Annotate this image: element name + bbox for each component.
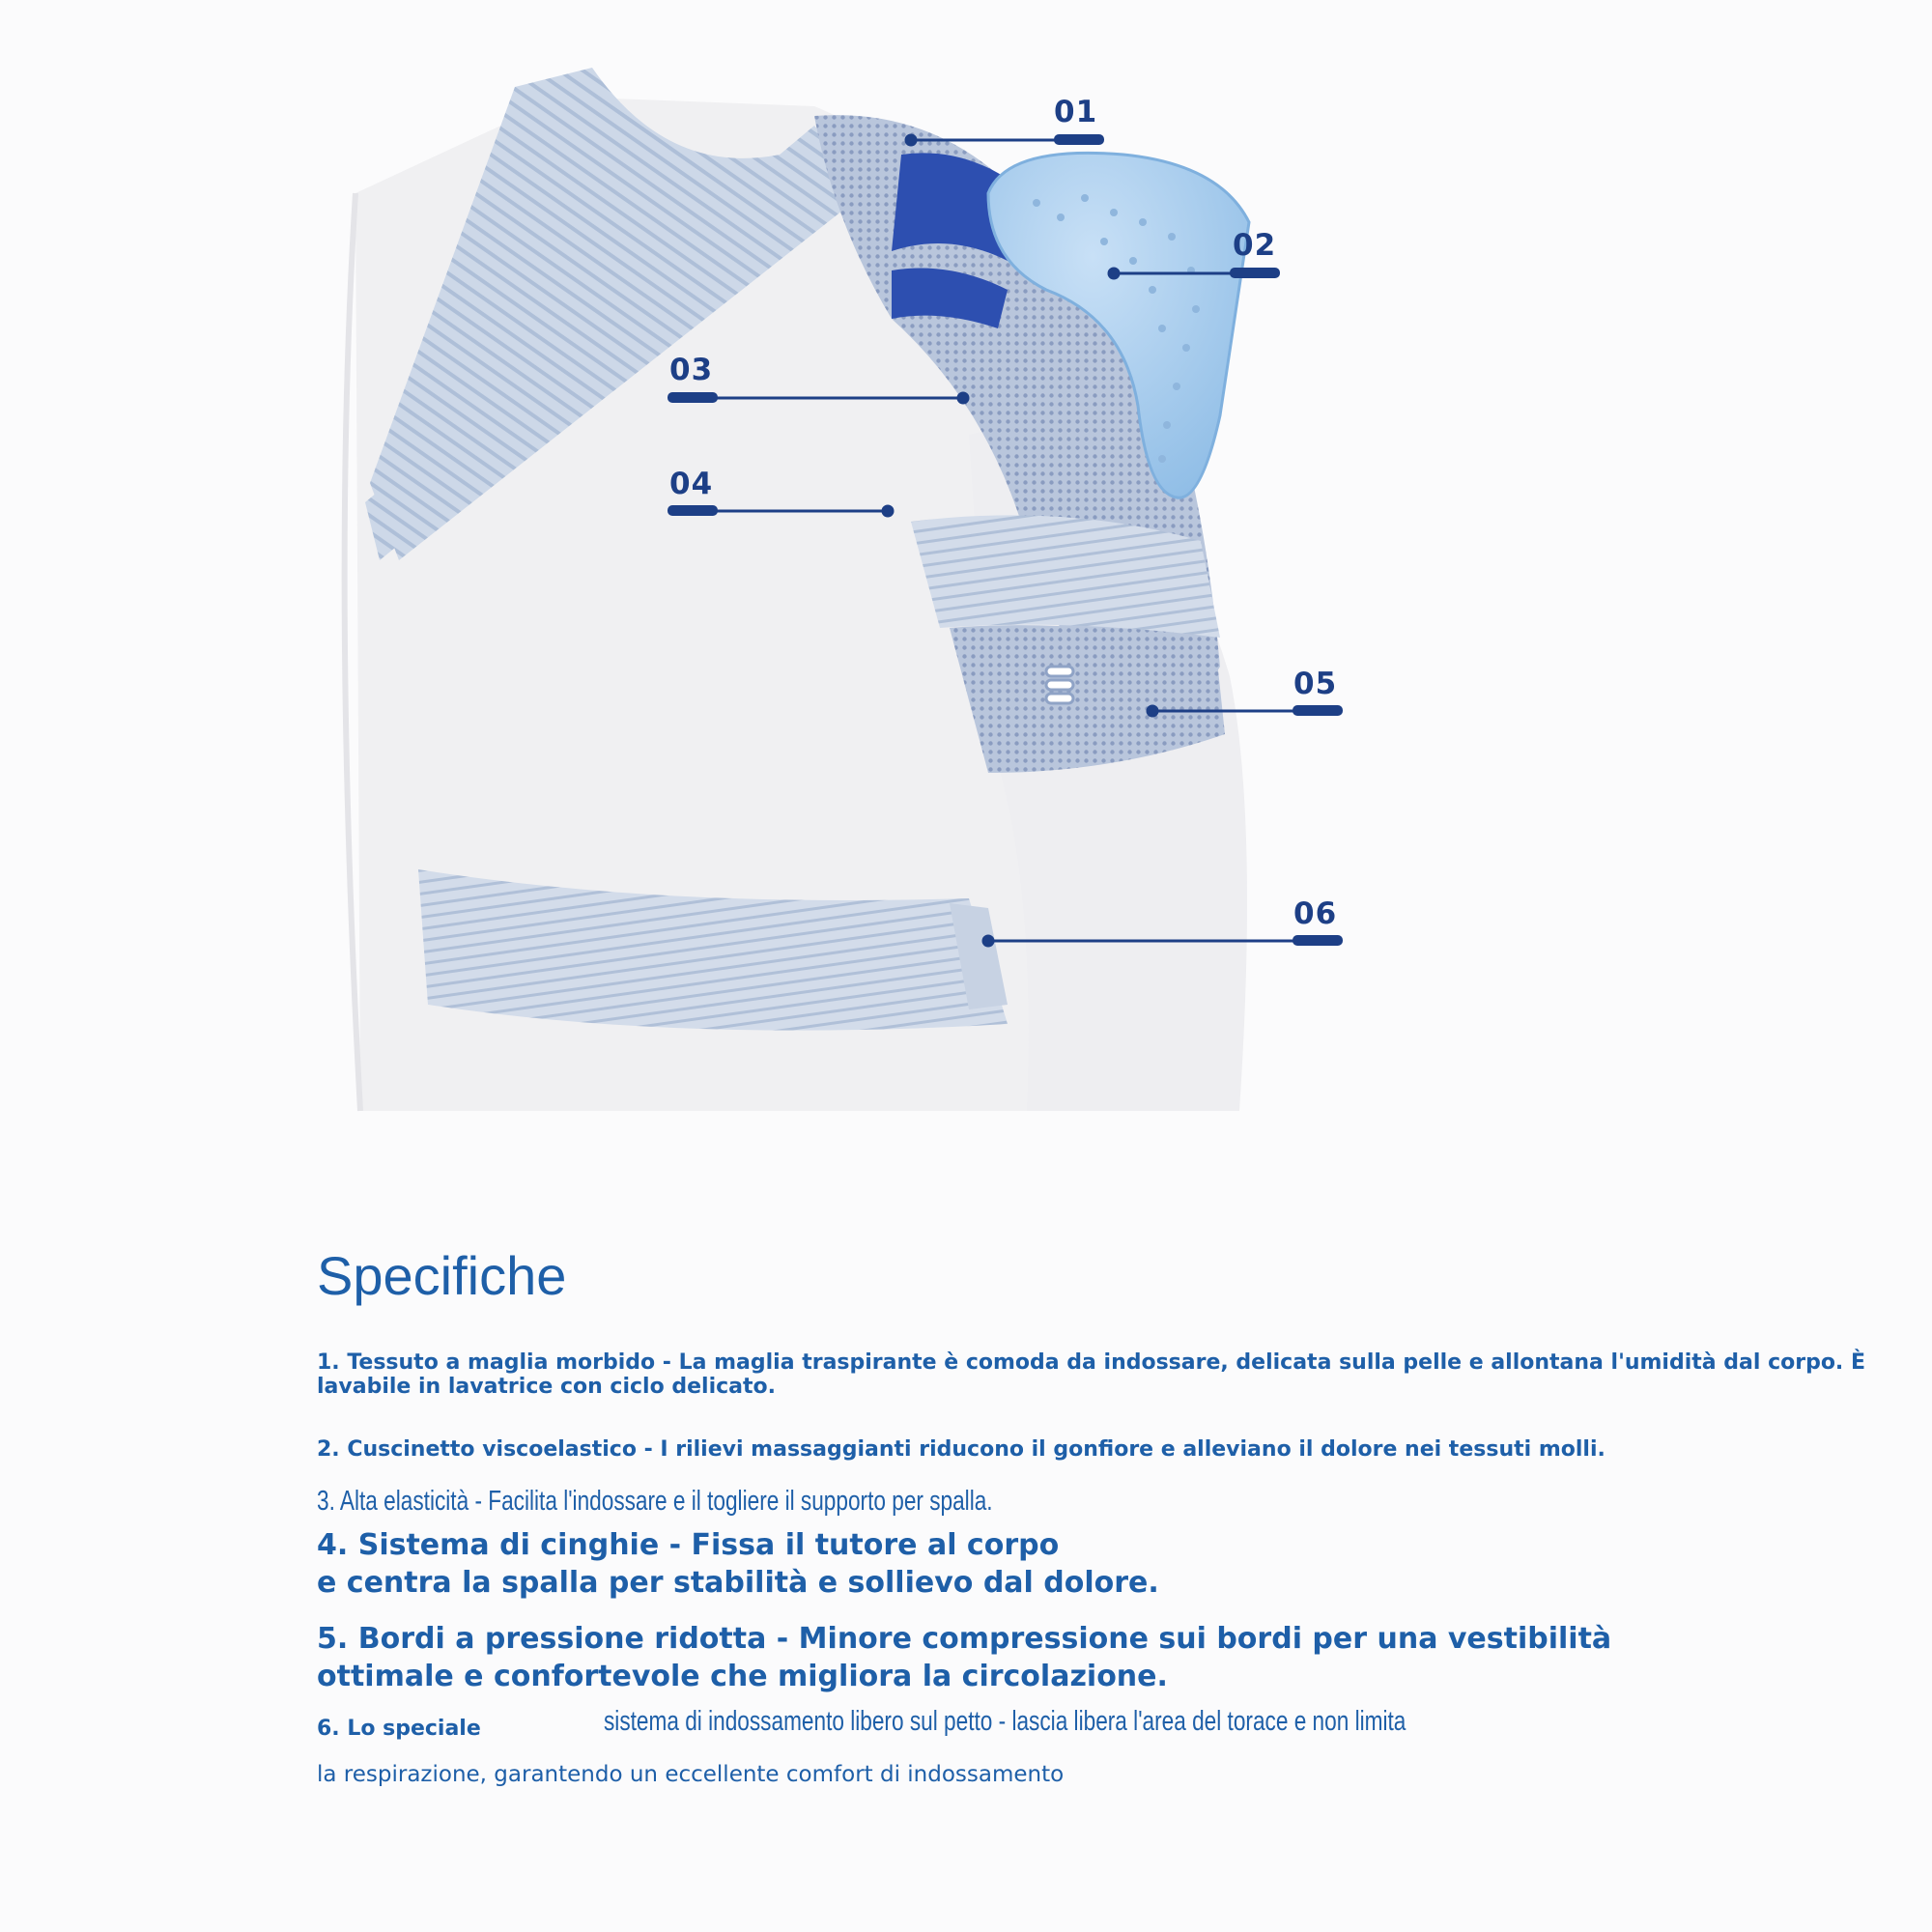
product-illustration: [273, 0, 1684, 1121]
spec-item-6-lead: 6. Lo speciale: [317, 1717, 481, 1741]
shoulder-brace-drawing: [273, 0, 1684, 1121]
spec-item-6-line-2: la respirazione, garantendo un eccellente comfort di indossamento: [317, 1762, 1065, 1787]
spec-item-5-line-1: 5. Bordi a pressione ridotta - Minore compressione sui bordi per una vestibilità: [317, 1622, 1612, 1656]
callout-01: 01: [1054, 95, 1098, 129]
specs-title: Specifiche: [317, 1245, 567, 1306]
callout-02: 02: [1233, 228, 1277, 263]
brand-logo-icon: [1046, 667, 1073, 703]
spec-item-4-line-1: 4. Sistema di cinghie - Fissa il tutore al corpo: [317, 1528, 1060, 1562]
callout-06: 06: [1293, 896, 1338, 931]
spec-item-5-line-2: ottimale e confortevole che migliora la circolazione.: [317, 1660, 1168, 1693]
spec-item-1-line-2: lavabile in lavatrice con ciclo delicato.: [317, 1375, 776, 1399]
callout-05: 05: [1293, 667, 1338, 701]
spec-item-2: 2. Cuscinetto viscoelastico - I rilievi massaggianti riducono il gonfiore e alleviano il dolore nei tessuti molli.: [317, 1437, 1605, 1462]
callout-04: 04: [669, 467, 714, 501]
spec-item-1-line-1: 1. Tessuto a maglia morbido - La maglia traspirante è comoda da indossare, delicata sulla pelle e allontana l'umidità dal corpo. È: [317, 1350, 1865, 1375]
callout-03: 03: [669, 353, 714, 387]
spec-item-3: 3. Alta elasticità - Facilita l'indossare e il togliere il supporto per spalla.: [317, 1486, 993, 1517]
spec-item-4-line-2: e centra la spalla per stabilità e sollievo dal dolore.: [317, 1566, 1159, 1600]
spec-item-6-line-1: sistema di indossamento libero sul petto - lascia libera l'area del torace e non limita: [604, 1706, 1406, 1737]
